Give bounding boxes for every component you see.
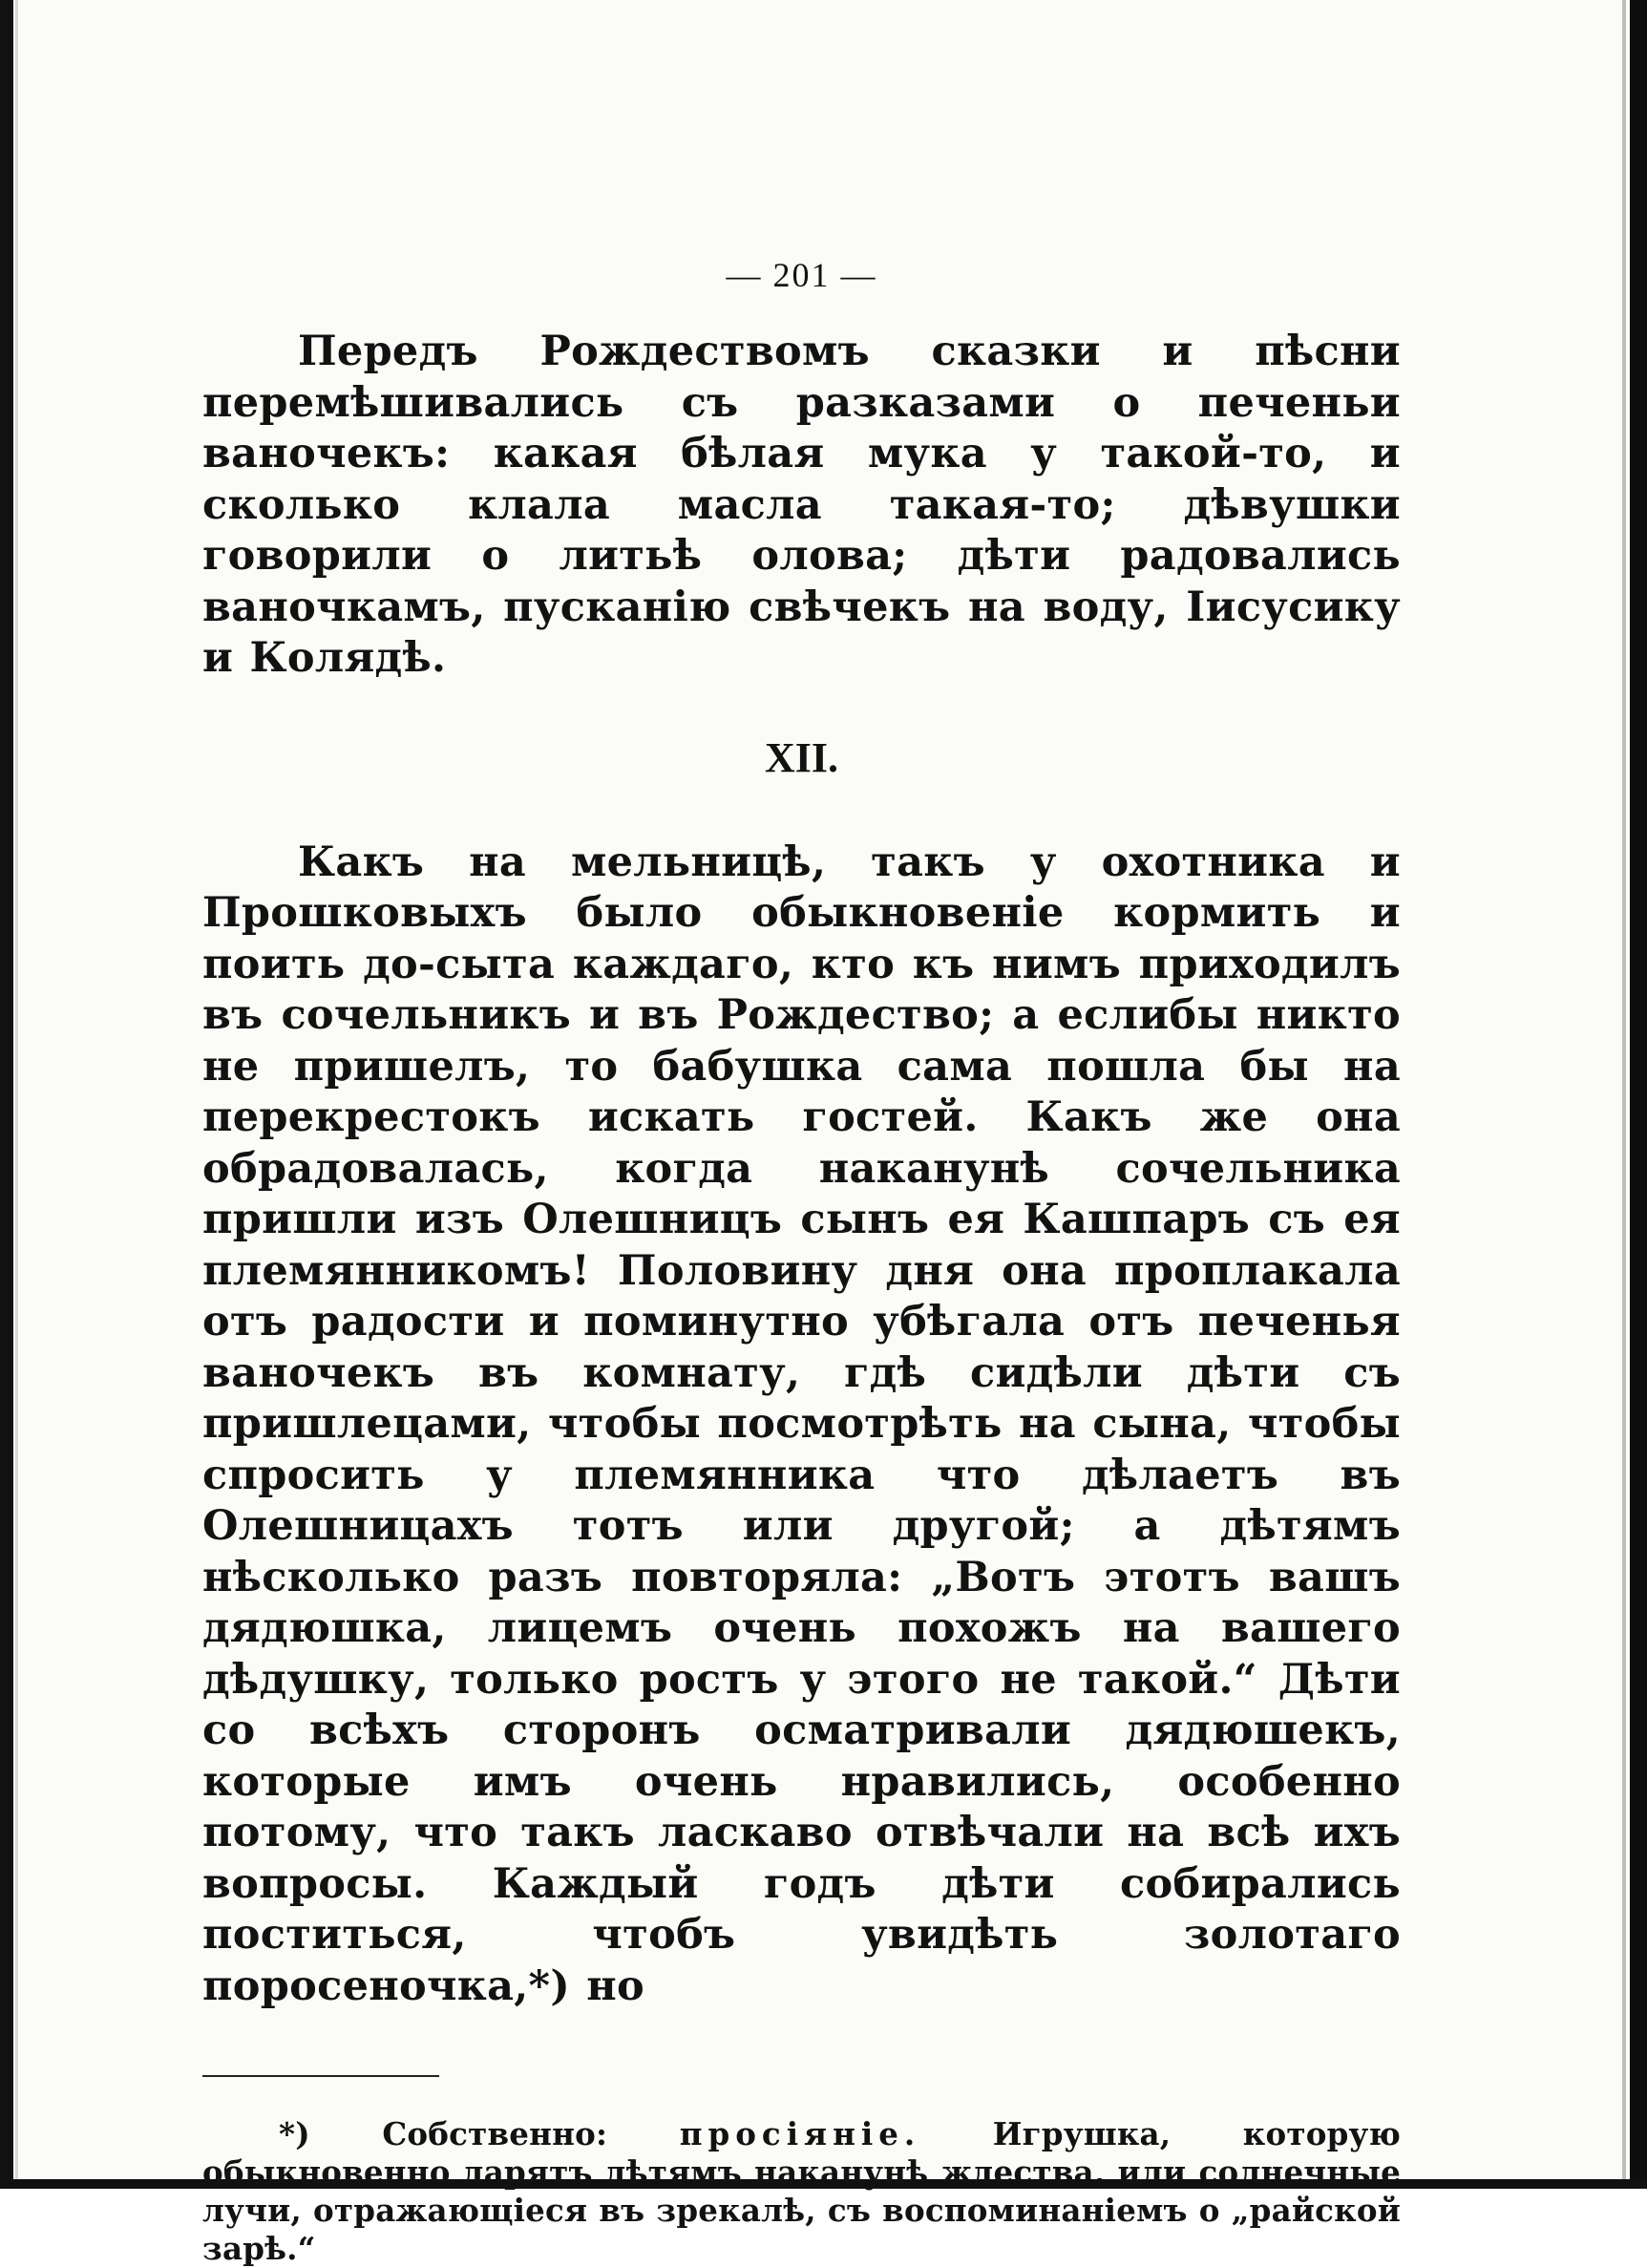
- paragraph-hospitality: Какъ на мельницѣ, такъ у охотника и Прошковыхъ было обыкновеніе кормить и поить до-сыта каждаго, кто къ нимъ приходилъ въ сочельникъ и въ Рождество; а еслибы никто не пришелъ, то бабушка сама пошла бы на перекрестокъ искать гостей. Какъ же она обрадовалась, когда наканунѣ сочельника пришли изъ Олешницъ сынъ ея Кашпаръ съ ея племянникомъ! Половину дня она проплакала отъ радости и поминутно убѣгала отъ печенья ваночекъ въ комнату, гдѣ сидѣли дѣти съ пришлецами, чтобы посмотрѣть на сына, чтобы спросить у племянника что дѣлаетъ въ Олешницахъ тотъ или другой; а дѣтямъ нѣсколько разъ повторяла: „Вотъ этотъ вашъ дядюшка, лицемъ очень похожъ на вашего дѣдушку, только ростъ у этого не такой.“ Дѣти со всѣхъ сторонъ осматривали дядюшекъ, которые имъ очень нравились, особенно потому, что такъ ласкаво отвѣчали на всѣ ихъ вопросы. Каждый годъ дѣти собирались поститься, чтобъ увидѣть золотаго поросеночка,*) но: [202, 837, 1401, 2010]
- footnote-divider: [202, 2075, 439, 2077]
- footnote-term: просіяніе.: [679, 2115, 921, 2152]
- scan-border-left: [0, 0, 13, 2189]
- page-number: — 201 —: [726, 256, 877, 294]
- scan-border-left-inner: [15, 0, 18, 2189]
- chapter-heading: XII.: [764, 733, 839, 781]
- scan-border-right-inner: [1622, 0, 1626, 2189]
- book-page: [202, 248, 1401, 2268]
- scan-border-right: [1630, 0, 1647, 2189]
- footnote-lead: Собственно:: [382, 2115, 608, 2152]
- footnote-text: Игрушка, которую обыкновенно дарятъ дѣтямъ наканунѣ ждества, или солнечные лучи, отражающіеся въ зрекалѣ, съ воспоминаніемъ о „райской зарѣ.“: [202, 2115, 1402, 2267]
- footnote: [202, 2115, 1401, 2268]
- footnote-marker: *): [279, 2115, 310, 2152]
- paragraph-christmas-tales: Передъ Рождествомъ сказки и пѣсни перемѣшивались съ разказами о печеньи ваночекъ: какая бѣлая мука у такой-то, и сколько клала масла такая-то; дѣвушки говорили о литьѣ олова; дѣти радовались ваночкамъ, пусканію свѣчекъ на воду, Іисусику и Колядѣ.: [202, 328, 1401, 682]
